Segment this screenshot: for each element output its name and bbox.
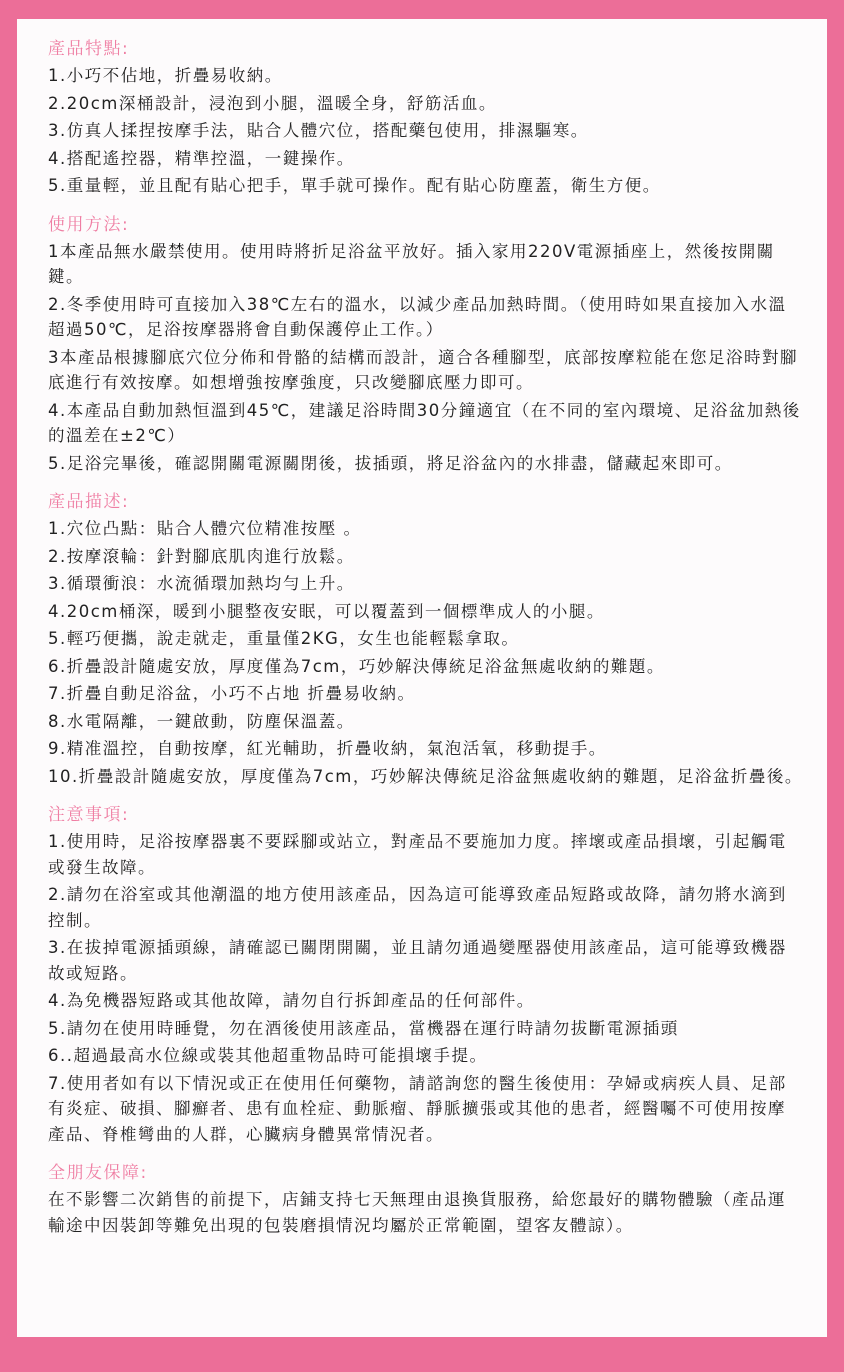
list-item: 8.水電隔離，一鍵啟動，防塵保溫蓋。 — [48, 711, 355, 731]
list-item: 2.20cm深桶設計，浸泡到小腿，溫暖全身，舒筋活血。 — [48, 93, 497, 113]
list-item: 1本產品無水嚴禁使用。使用時將折足浴盆平放好。插入家用220V電源插座上，然後按開關鍵。 — [48, 241, 775, 286]
list-item: 3本產品根據腳底穴位分佈和骨骼的結構而設計，適合各種腳型，底部按摩粒能在您足浴時對腳底進行有效按摩。如想增強按摩強度，只改變腳底壓力即可。 — [48, 347, 798, 392]
list-item: 2.按摩滾輪：針對腳底肌肉進行放鬆。 — [48, 546, 355, 566]
list-item: 6..超過最高水位線或裝其他超重物品時可能損壞手提。 — [48, 1046, 488, 1065]
list-item: 3.循環衝浪：水流循環加熱均勻上升。 — [48, 574, 355, 593]
section-title: 產品描述: — [48, 492, 130, 512]
section-title: 全朋友保障: — [48, 1163, 148, 1183]
list-item: 4.20cm桶深，暖到小腿整夜安眠，可以覆蓋到一個標準成人的小腿。 — [48, 601, 605, 621]
section-title: 產品特點: — [48, 39, 130, 59]
list-item: 2.請勿在浴室或其他潮溫的地方使用該產品，因為這可能導致產品短路或故降，請勿將水滴到控制。 — [48, 885, 787, 930]
list-item: 9.精准溫控，自動按摩，紅光輔助，折疊收納，氣泡活氧，移動提手。 — [48, 739, 607, 758]
list-item: 5.請勿在使用時睡覺，勿在酒後使用該產品，當機器在運行時請勿拔斷電源插頭 — [48, 1018, 679, 1038]
product-info-card — [17, 19, 827, 1337]
section-description — [48, 490, 803, 789]
section-title: 注意事項: — [48, 805, 130, 825]
list-item: 4.為免機器短路或其他故障，請勿自行拆卸產品的任何部件。 — [48, 991, 535, 1010]
list-item: 10.折疊設計隨處安放，厚度僅為7cm，巧妙解決傳統足浴盆無處收納的難題，足浴盆折疊後。 — [48, 766, 803, 786]
list-item: 5.重量輕，並且配有貼心把手，單手就可操作。配有貼心防塵蓋，衛生方便。 — [48, 176, 661, 195]
list-item: 3.在拔掉電源插頭線，請確認已關閉開關，並且請勿通過變壓器使用該產品，這可能導致機器故或短路。 — [48, 938, 787, 983]
list-item: 7.使用者如有以下情況或正在使用任何藥物，請諮詢您的醫生後使用：孕婦或病疾人員、足部有炎症、破損、腳癬者、患有血栓症、動脈瘤、靜脈擴張或其他的患者，經醫囑不可使用按摩產品、脊椎彎曲的人群，心臟病身體異常情況者。 — [48, 1073, 787, 1144]
list-item: 4.本產品自動加熱恒溫到45℃，建議足浴時間30分鐘適宜（在不同的室內環境、足浴盆加熱後的溫差在±2℃） — [48, 400, 801, 445]
list-item: 3.仿真人揉捏按摩手法，貼合人體穴位，搭配藥包使用，排濕驅寒。 — [48, 121, 589, 140]
section-usage — [48, 213, 803, 477]
list-item: 7.折疊自動足浴盆，小巧不占地 折疊易收納。 — [48, 684, 416, 703]
list-item: 2.冬季使用時可直接加入38℃左右的溫水，以減少產品加熱時間。（使用時如果直接加入水溫超過50℃，足浴按摩器將會自動保護停止工作。） — [48, 294, 787, 339]
section-precautions — [48, 803, 803, 1147]
section-title: 使用方法: — [48, 214, 130, 235]
list-item: 1.使用時，足浴按摩器裏不要踩腳或站立，對產品不要施加力度。摔壞或產品損壞，引起觸電或發生故障。 — [48, 832, 787, 877]
list-item: 6.折疊設計隨處安放，厚度僅為7cm，巧妙解決傳統足浴盆無處收納的難題。 — [48, 656, 665, 676]
list-item: 5.足浴完畢後，確認開關電源關閉後，拔插頭，將足浴盆內的水排盡，儲藏起來即可。 — [48, 453, 733, 473]
section-guarantee — [48, 1161, 803, 1238]
list-item: 4.搭配遙控器，精準控溫，一鍵操作。 — [48, 148, 355, 168]
list-item: 1.小巧不佔地，折疊易收納。 — [48, 66, 283, 85]
list-item: 5.輕巧便攜，說走就走，重量僅2KG，女生也能輕鬆拿取。 — [48, 629, 520, 648]
list-item: 1.穴位凸點：貼合人體穴位精准按壓 。 — [48, 519, 362, 538]
list-item: 在不影響二次銷售的前提下，店鋪支持七天無理由退換貨服務，給您最好的購物體驗（產品運輸途中因裝卸等難免出現的包裝磨損情況均屬於正常範圍，望客友體諒）。 — [48, 1190, 786, 1235]
section-features — [48, 37, 803, 199]
